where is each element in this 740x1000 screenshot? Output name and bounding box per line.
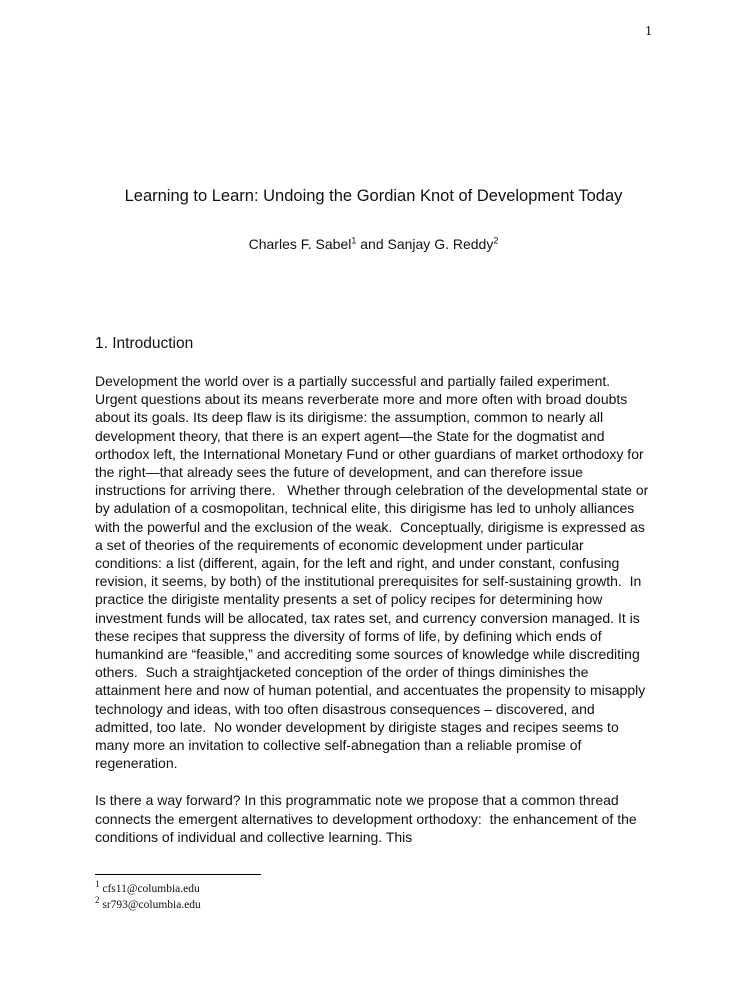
- section-heading: 1. Introduction: [95, 335, 194, 352]
- footnote-separator-rule: [95, 874, 261, 875]
- page-number: 1: [645, 24, 652, 39]
- paper-title: Learning to Learn: Undoing the Gordian Knot of Development Today: [124, 187, 623, 205]
- footnote-text: sr793@columbia.edu: [102, 898, 201, 911]
- footnote: [95, 894, 652, 914]
- footnote-text: cfs11@columbia.edu: [102, 883, 200, 895]
- author-footnote-marker: 2: [493, 235, 499, 246]
- footnote-marker: 2: [95, 894, 100, 905]
- author-name: Sanjay G. Reddy: [387, 236, 494, 252]
- authors-separator: and: [356, 236, 388, 252]
- footnote: [95, 879, 652, 898]
- authors-line: [95, 235, 652, 253]
- body-paragraph: Is there a way forward? In this programmatic note we propose that a common thread connects the emergent alternatives to development orthodoxy: the enhancement of the conditions of individual and collective learning. This: [95, 792, 641, 845]
- page-content: [95, 0, 652, 846]
- author-footnote-marker: 1: [351, 235, 357, 246]
- footnotes-section: [95, 874, 652, 913]
- footnote-marker: 1: [95, 879, 100, 890]
- author-name: Charles F. Sabel: [248, 236, 352, 252]
- body-paragraph: Development the world over is a partially successful and partially failed experiment. Urgent questions about its means reverberate more and more often with broad doubts about its goals. Its deep flaw is its dirigisme: the assumption, common to nearly all development theory, that there is an expert agent—the State for the dogmatist and orthodox left, the International Monetary Fund or other guardians of market orthodoxy for the right—that already sees the future of development, and can therefore issue instructions for arriving there. Whether through celebration of the developmental state or by adulation of a cosmopolitan, technical elite, this dirigisme has led to unholy alliances with the powerful and the exclusion of the weak. Conceptually, dirigisme is expressed as a set of theories of the requirements of economic development under particular conditions: a list (different, again, for the left and right, and under constant, confusing revision, it seems, by both) of the institutional prerequisites for self-sustaining growth. In practice the dirigiste mentality presents a set of policy recipes for determining how investment funds will be allocated, tax rates set, and currency conversion managed. It is these recipes that suppress the diversity of forms of life, by defining which ends of humankind are “feasible,” and accrediting some sources of knowledge while discrediting others. Such a straightjacketed conception of the order of things diminishes the attainment here and now of human potential, and accentuates the propensity to misapply technology and ideas, with too often disastrous consequences – discovered, and admitted, too late. No wonder development by dirigiste stages and recipes seems to many more an invitation to collective self-abnegation than a reliable promise of regeneration.: [95, 373, 653, 772]
